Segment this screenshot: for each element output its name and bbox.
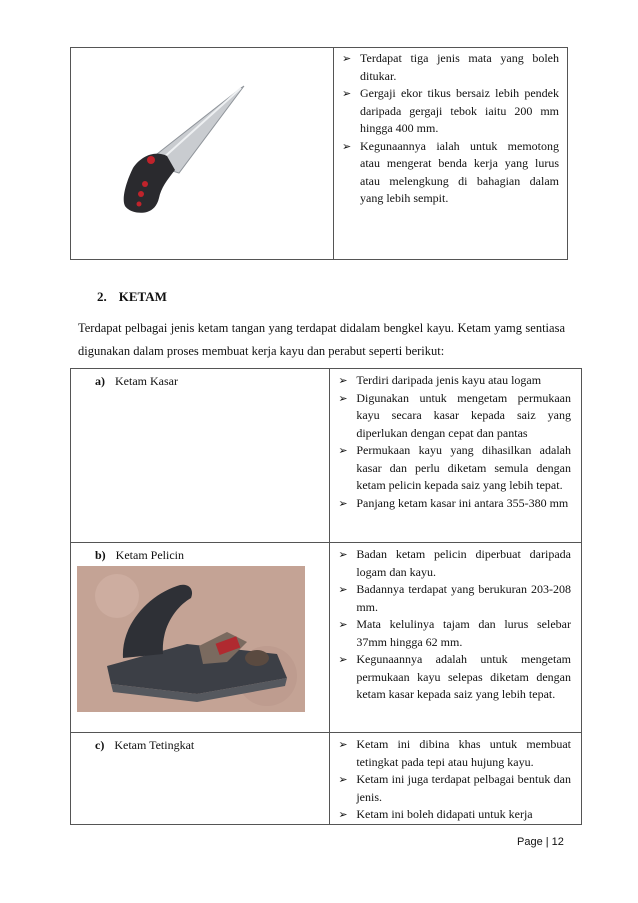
bullet-item: ➢ Ketam ini dibina khas untuk membuat tetingkat pada tepi atau hujung kayu. bbox=[338, 737, 571, 769]
saw-bullet-list bbox=[340, 50, 559, 208]
section-heading bbox=[97, 289, 167, 305]
bullets-cell bbox=[330, 543, 582, 733]
table-row bbox=[71, 733, 582, 825]
arrow-bullet-icon: ➢ bbox=[338, 444, 348, 457]
arrow-bullet-icon: ➢ bbox=[338, 773, 348, 786]
row-letter: a) bbox=[95, 374, 105, 388]
bullet-item: ➢ Gergaji ekor tikus bersaiz lebih pendek daripada gergaji tebok iaitu 200 mm hingga 400 mm. bbox=[342, 86, 559, 135]
saw-bullets-cell bbox=[334, 48, 568, 260]
bullet-item: ➢ Permukaan kayu yang dihasilkan adalah kasar dan perlu diketam semula dengan ketam pelicin kepada saiz yang lebih tepat. bbox=[338, 443, 571, 492]
arrow-bullet-icon: ➢ bbox=[338, 391, 348, 405]
arrow-bullet-icon: ➢ bbox=[338, 738, 348, 751]
bullet-list bbox=[336, 546, 571, 704]
smoothing-plane-photo bbox=[77, 566, 305, 712]
arrow-bullet-icon: ➢ bbox=[342, 139, 352, 153]
section-intro: Terdapat pelbagai jenis ketam tangan yang terdapat didalam bengkel kayu. Ketam yamg sentiasa digunakan dalam proses membuat kerja kayu dan perabut seperti berikut: bbox=[78, 321, 565, 358]
label-cell bbox=[71, 733, 330, 825]
section-title: KETAM bbox=[118, 289, 167, 304]
row-label: Ketam Pelicin bbox=[115, 548, 184, 562]
ketam-table bbox=[70, 368, 582, 825]
bullet-item: ➢ Ketam ini boleh didapati untuk kerja bbox=[336, 806, 571, 824]
saw-table bbox=[70, 47, 568, 260]
bullet-item: ➢ Terdiri daripada jenis kayu atau logam bbox=[336, 372, 571, 390]
bullet-item: ➢ Kegunaannya ialah untuk memotong atau mengerat benda kerja yang lurus atau melengkung di bahagian dalam yang lebih sempit. bbox=[342, 138, 559, 205]
arrow-bullet-icon: ➢ bbox=[338, 548, 348, 561]
bullet-item: ➢ Terdapat tiga jenis mata yang boleh ditukar. bbox=[342, 51, 559, 83]
bullet-item: ➢ Badannya terdapat yang berukuran 203-208 mm. bbox=[338, 582, 571, 614]
row-label: Ketam Kasar bbox=[115, 374, 178, 388]
arrow-bullet-icon: ➢ bbox=[338, 618, 348, 631]
row-label: Ketam Tetingkat bbox=[114, 738, 195, 752]
bullet-item: ➢ Panjang ketam kasar ini antara 355-380 mm bbox=[336, 495, 571, 513]
bullet-item: ➢ Badan ketam pelicin diperbuat daripada logam dan kayu. bbox=[338, 547, 571, 579]
arrow-bullet-icon: ➢ bbox=[342, 52, 352, 65]
table-row bbox=[71, 369, 582, 543]
arrow-bullet-icon: ➢ bbox=[338, 496, 348, 510]
bullet-item: ➢ Kegunaannya adalah untuk mengetam permukaan kayu selepas diketam dengan ketam kasar kepada saiz yang lebih tepat. bbox=[338, 652, 571, 701]
page-number: Page | 12 bbox=[517, 836, 564, 848]
label-cell bbox=[71, 543, 330, 733]
arrow-bullet-icon: ➢ bbox=[338, 653, 348, 666]
row-letter: c) bbox=[95, 738, 105, 752]
bullets-cell bbox=[330, 733, 582, 825]
pruning-saw-image bbox=[71, 48, 333, 254]
row-letter: b) bbox=[95, 548, 106, 562]
bullet-item: ➢ Mata kelulinya tajam dan lurus selebar 37mm hingga 62 mm. bbox=[338, 617, 571, 649]
table-row bbox=[71, 543, 582, 733]
section-number: 2. bbox=[97, 289, 107, 304]
arrow-bullet-icon: ➢ bbox=[342, 87, 352, 100]
arrow-bullet-icon: ➢ bbox=[338, 583, 348, 596]
arrow-bullet-icon: ➢ bbox=[338, 808, 348, 821]
label-cell bbox=[71, 369, 330, 543]
bullet-list bbox=[336, 736, 571, 824]
arrow-bullet-icon: ➢ bbox=[338, 374, 348, 387]
saw-image-cell bbox=[71, 48, 334, 260]
bullet-item: ➢ Ketam ini juga terdapat pelbagai bentuk dan jenis. bbox=[338, 772, 571, 804]
bullet-list bbox=[336, 372, 571, 512]
bullet-item: ➢ Digunakan untuk mengetam permukaan kayu secara kasar kepada saiz yang diperlukan dengan cepat dan pantas bbox=[338, 390, 571, 440]
bullets-cell bbox=[330, 369, 582, 543]
